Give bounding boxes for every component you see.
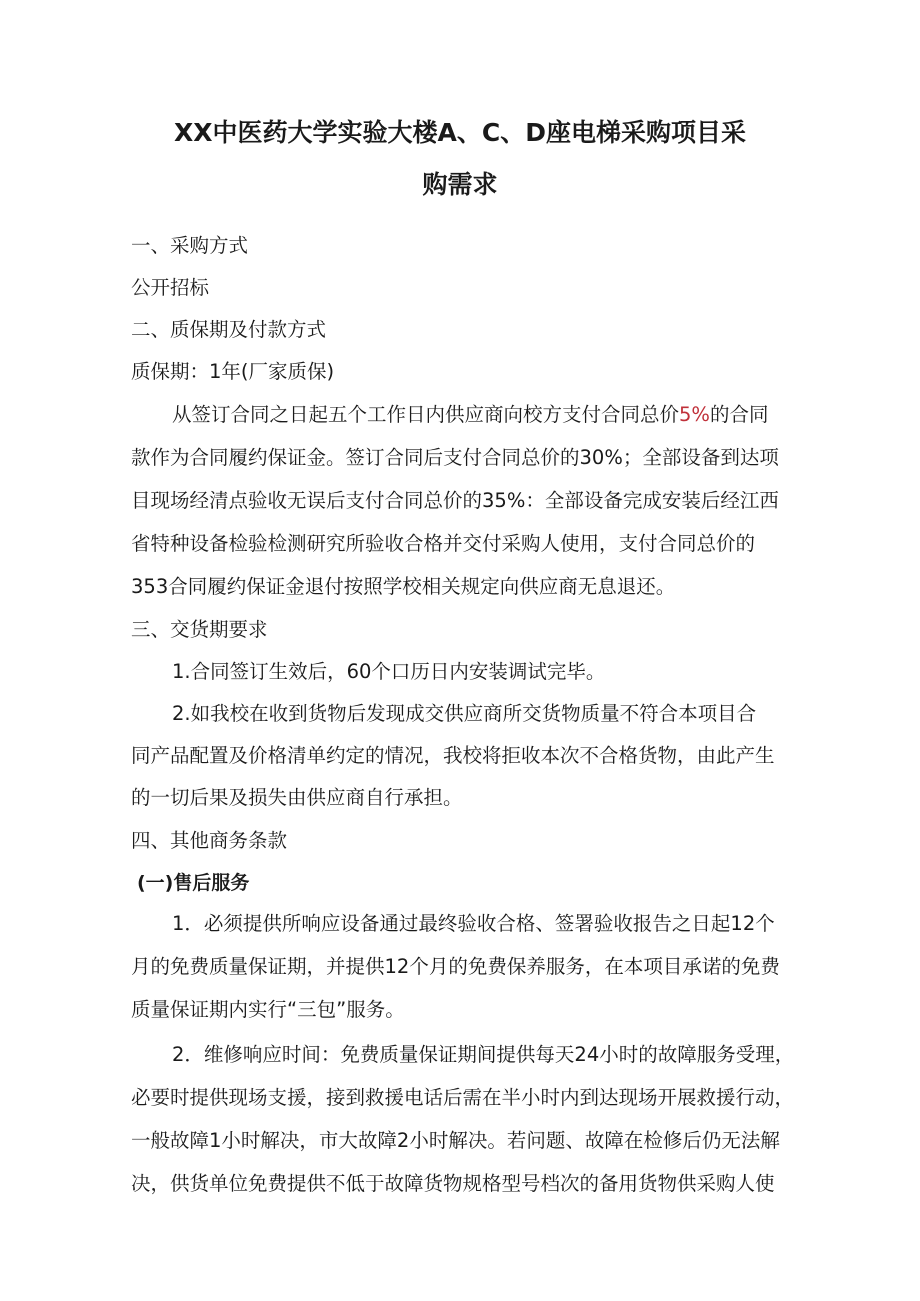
- payment-text-b: 的合同: [709, 403, 769, 426]
- section-4-heading: 四、其他商务条款: [131, 829, 288, 852]
- deposit-percent-highlight: 5%: [679, 403, 710, 426]
- after-sales-item-1-line-2: 月的免费质量保证期，并提供12个月的免费保养服务，在本项目承诺的免费: [131, 955, 780, 978]
- delivery-item-2-line-1: 2.如我校在收到货物后发现成交供应商所交货物质量不符合本项目合: [172, 702, 757, 725]
- delivery-item-1: 1.合同签订生效后，60个口历日内安装调试完毕。: [172, 660, 606, 683]
- delivery-item-2-line-3: 的一切后果及损失由供应商自行承担。: [131, 786, 463, 809]
- payment-paragraph-line-3: 目现场经清点验收无误后支付合同总价的35%：全部设备完成安装后经江西: [131, 489, 779, 512]
- after-sales-item-2-line-4: 决，供货单位免费提供不低于故障货物规格型号档次的备用货物供采购人使: [131, 1172, 775, 1195]
- document-title-line-2: 购需求: [422, 170, 498, 199]
- delivery-item-2-line-2: 同产品配置及价格清单约定的情况，我校将拒收本次不合格货物，由此产生: [131, 744, 775, 767]
- document-title-line-1: XX中医药大学实验大楼A、C、D座电梯采购项目采: [174, 118, 746, 147]
- payment-paragraph-line-2: 款作为合同履约保证金。签订合同后支付合同总价的30%；全部设备到达项: [131, 446, 779, 469]
- payment-text-a: 从签订合同之日起五个工作日内供应商向校方支付合同总价: [172, 403, 680, 426]
- payment-paragraph-line-1: [172, 405, 768, 425]
- warranty-period: 质保期：1年(厂家质保): [131, 360, 335, 383]
- section-2-heading: 二、质保期及付款方式: [131, 318, 327, 341]
- after-sales-item-2-line-2: 必要时提供现场支援，接到救援电话后需在半小时内到达现场开展救援行动，: [131, 1086, 795, 1109]
- section-1-heading: 一、采购方式: [131, 234, 249, 257]
- section-3-heading: 三、交货期要求: [131, 618, 268, 641]
- after-sales-item-2-line-1: 2．维修响应时间：免费质量保证期间提供每天24小时的故障服务受理，: [172, 1043, 795, 1066]
- after-sales-item-1-line-3: 质量保证期内实行“三包”服务。: [131, 998, 405, 1021]
- after-sales-subheading: (一)售后服务: [137, 872, 250, 894]
- after-sales-item-2-line-3: 一般故障1小时解决，市大故障2小时解决。若问题、故障在检修后仍无法解: [131, 1129, 780, 1152]
- after-sales-item-1-line-1: 1．必须提供所响应设备通过最终验收合格、签署验收报告之日起12个: [172, 912, 775, 935]
- section-1-body: 公开招标: [131, 276, 210, 299]
- payment-paragraph-line-4: 省特种设备检验检测研究所验收合格并交付采购人使用，支付合同总价的: [131, 532, 756, 555]
- payment-paragraph-line-5: 353合同履约保证金退付按照学校相关规定向供应商无息退还。: [131, 575, 676, 598]
